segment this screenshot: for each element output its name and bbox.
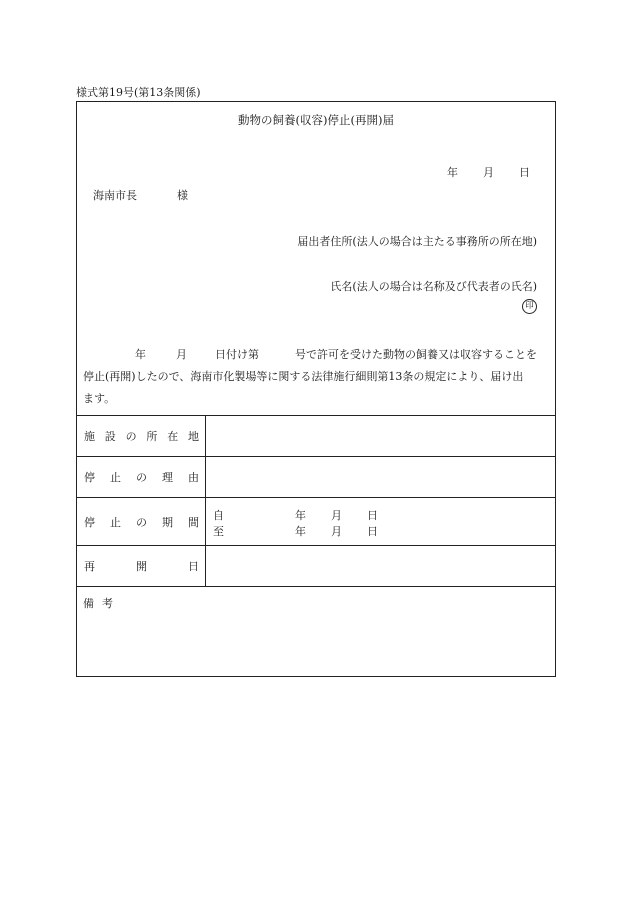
form-number: 様式第19号(第13条関係) (76, 86, 201, 99)
label-remarks: 備 考 (83, 597, 113, 610)
period-from: 自 年 月 日 (213, 509, 378, 522)
label-stop-reason: 停 止 の 理 由 (77, 457, 206, 497)
addressee-name: 海南市長 (93, 189, 137, 202)
body-month: 月 (176, 348, 187, 361)
applicant-address-label: 届出者住所(法人の場合は主たる事務所の所在地) (297, 235, 537, 248)
date-year: 年 (447, 166, 458, 179)
row-stop-reason (77, 456, 555, 497)
notification-body (83, 344, 549, 410)
form-title: 動物の飼養(収容)停止(再開)届 (238, 113, 394, 127)
body-line-1 (83, 344, 549, 366)
body-permit-text: 号で許可を受けた動物の飼養又は収容することを (295, 348, 537, 361)
label-stop-period: 停 止 の 期 間 (77, 498, 206, 545)
addressee-honorific: 様 (177, 189, 188, 202)
row-resume-date (77, 545, 555, 586)
seal-icon: 印 (522, 299, 537, 314)
date-month: 月 (483, 166, 494, 179)
period-to: 至 年 月 日 (213, 525, 378, 538)
body-year: 年 (135, 348, 146, 361)
date-day: 日 (519, 166, 530, 179)
row-facility-location (77, 415, 555, 456)
body-day-suffix: 日付け第 (215, 348, 259, 361)
row-stop-period (77, 497, 555, 545)
form-frame (76, 101, 556, 677)
body-line-3: ます。 (83, 392, 116, 405)
row-remarks (77, 586, 555, 676)
addressee (93, 187, 188, 203)
body-line-2: 停止(再開)したので、海南市化製場等に関する法律施行細則第13条の規定により、届け出 (83, 370, 524, 383)
applicant-name-label: 氏名(法人の場合は名称及び代表者の氏名) (330, 280, 537, 293)
label-facility-location: 施 設 の 所 在 地 (77, 416, 206, 456)
label-resume-date: 再 開 日 (77, 546, 206, 586)
